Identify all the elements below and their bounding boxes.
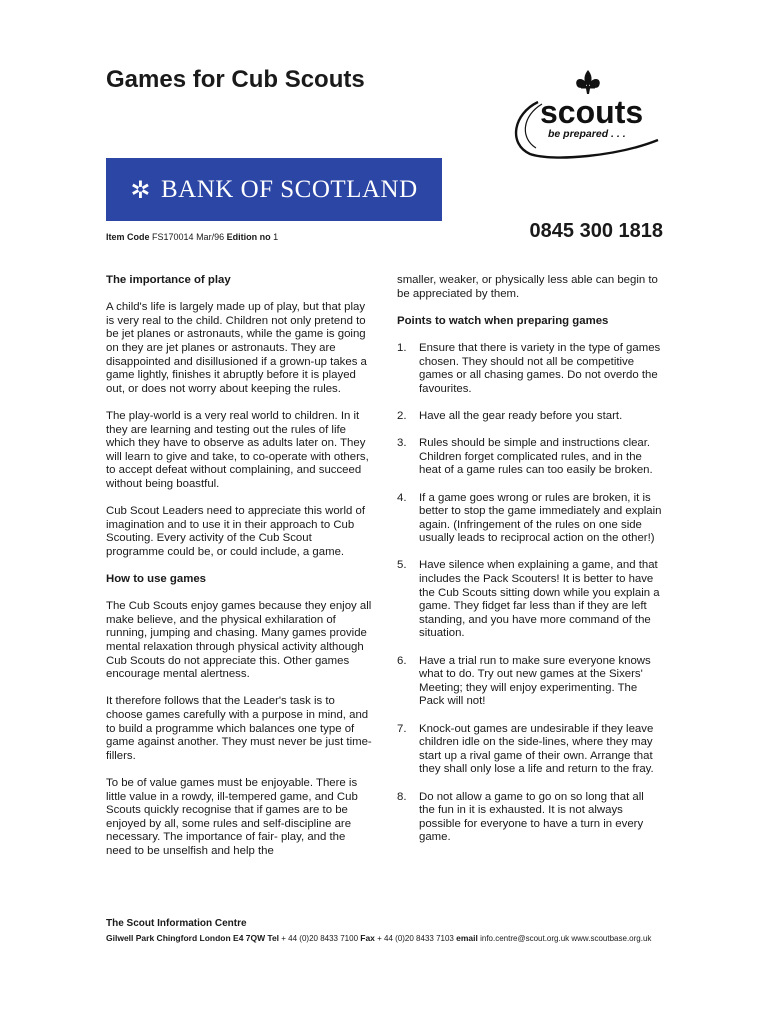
footer-organisation: The Scout Information Centre [106,918,247,929]
saltire-icon: ✲ [130,175,151,204]
left-column [106,274,372,872]
logo-tagline: be prepared . . . [548,128,626,140]
email-and-website[interactable]: info.centre@scout.org.uk www.scoutbase.org.uk [480,934,652,943]
tel-label: Tel [267,933,280,943]
paragraph-continued: smaller, weaker, or physically less able can begin to be appreciated by them. [397,274,658,300]
sponsor-name: BANK OF SCOTLAND [160,175,418,203]
list-item-number: 1. [397,341,407,354]
sponsor-banner [106,158,442,221]
list-item-text: Have a trial run to make sure everyone knows what to do. Try out new games at the Sixers' Meeting; they will enjoy experimenting. The Pack will not! [419,654,651,708]
list-item-text: Have silence when explaining a game, and that includes the Pack Scouters! It is better to have the Cub Scouts sitting down while you explain a game. They fidget far less than if they are left standing, and you have more command of the situation. [419,559,660,640]
paragraph: It therefore follows that the Leader's task is to choose games carefully with a purpose in mind, and to build a programme which balances one type of game against another. They must never be just time-fillers. [106,695,372,762]
item-code: FS170014 Mar/96 [152,232,225,242]
list-item [397,410,662,424]
phone-number: 0845 300 1818 [529,220,663,242]
paragraph: A child's life is largely made up of play, but that play is very real to the child. Children not only pretend to be jet planes or astronauts, while the game is going on they are jet planes or astronauts. They are disappointed and disillusioned if a grown-up takes a game lightly, finishes it abruptly before it is played out, or does not worry about keeping the rules. [106,301,367,395]
right-column [397,274,662,859]
list-item-number: 7. [397,722,407,735]
fleur-de-lis-icon [576,70,600,94]
list-item [397,655,662,709]
heading-points-to-watch: Points to watch when preparing games [397,314,609,327]
list-item-number: 6. [397,654,407,667]
footer-contact-line [106,931,651,946]
footer-address: Gilwell Park Chingford London E4 7QW [106,933,266,943]
list-item-number: 4. [397,491,407,504]
heading-how-to-use-games: How to use games [106,573,207,586]
points-list [397,342,662,845]
list-item-number: 8. [397,790,407,803]
list-item-number: 3. [397,437,407,450]
list-item-text: Ensure that there is variety in the type of games chosen. They should not all be competitive games or all chasing games. Do not overdo the favourites. [419,341,661,395]
list-item-number: 5. [397,559,407,572]
list-item-text: If a game goes wrong or rules are broken, it is better to stop the game immediately and explain again. (Infringement of the rules on one side usually leads to reciprocal action on the other!) [419,491,662,545]
list-item-number: 2. [397,409,407,422]
heading-importance-of-play: The importance of play [106,274,231,286]
list-item [397,437,662,478]
fax-label: Fax [360,933,375,943]
item-code-label: Item Code [106,232,150,242]
list-item [397,559,662,641]
item-code-line [106,232,278,242]
logo-wordmark: scouts [540,94,644,130]
edition-label: Edition no [226,232,271,242]
paragraph: The Cub Scouts enjoy games because they enjoy all make believe, and the physical exhilaration of running, jumping and chasing. Many games provide mental relaxation through physical activity although Cub Scouts do not appreciate this. Other games encourage mental alertness. [106,600,372,681]
tel-number: + 44 (0)20 8433 7100 [281,934,359,943]
fax-number: + 44 (0)20 8433 7103 [377,934,454,943]
scouts-logo [508,64,673,164]
paragraph: To be of value games must be enjoyable. There is little value in a rowdy, ill-tempered game, and Cub Scouts quickly recognise that if games are to be enjoyed by all, some rules and self-discipline are necessary. The importance of fair- play, and the need to be unselfish and help the [106,776,358,857]
list-item [397,723,662,777]
paragraph: The play-world is a very real world to children. In it they are learning and testing out the rules of life which they have to observe as adults later on. They will learn to give and take, to co-operate with others, to accept defeat without complaining, and succeed without being boastful. [106,409,369,490]
list-item [397,791,662,845]
paragraph: Cub Scout Leaders need to appreciate this world of imagination and to use it in their approach to Cub Scouting. Every activity of the Cub Scout programme could be, or could include, a game. [106,505,365,558]
list-item [397,492,662,546]
list-item-text: Do not allow a game to go on so long that all the fun in it is exhausted. It is not always possible for everyone to have a turn in every game. [419,790,644,844]
list-item [397,342,662,396]
list-item-text: Have all the gear ready before you start. [419,409,623,422]
list-item-text: Knock-out games are undesirable if they leave children idle on the side-lines, where they may start up a rival game of their own. Arrange that they shall only lose a life and return to the fray. [419,722,654,776]
page-title: Games for Cub Scouts [106,66,365,93]
email-label: email [456,933,478,943]
edition-number: 1 [273,232,279,242]
footer [106,917,651,946]
list-item-text: Rules should be simple and instructions clear. Children forget complicated rules, and in the heat of a game rules can too easily be broken. [419,437,653,477]
